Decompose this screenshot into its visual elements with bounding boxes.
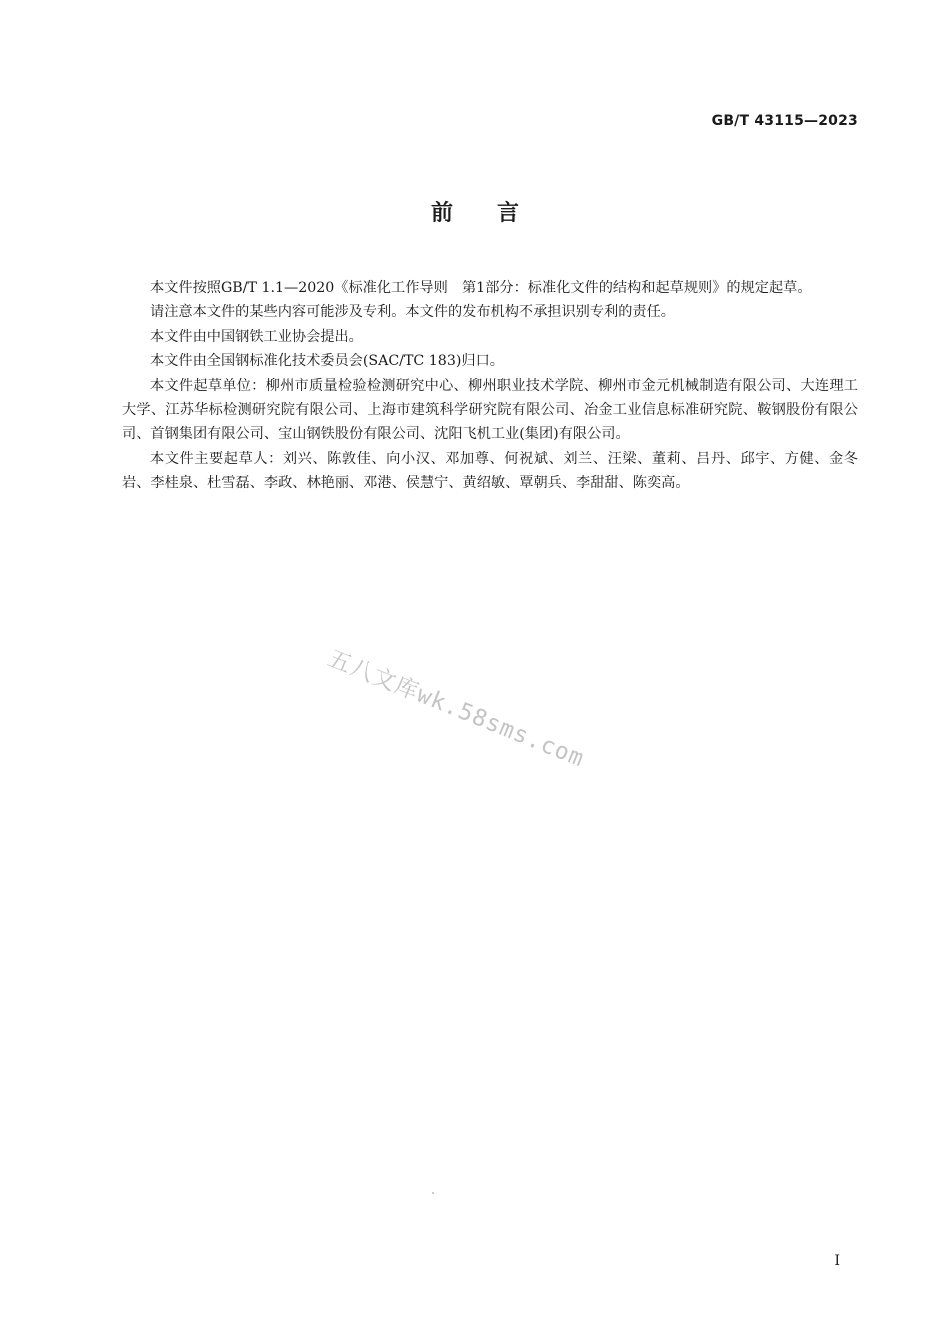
standard-code: GB/T 43115—2023	[711, 113, 858, 129]
paragraph-main-drafters: 本文件主要起草人：刘兴、陈敦佳、向小汉、邓加尊、何祝斌、刘兰、汪梁、董莉、吕丹、邱宇、方健、金冬岩、李桂泉、杜雪磊、李政、林艳丽、邓港、侯慧宁、黄绍敏、覃朝兵、李甜甜、陈奕高。	[122, 450, 858, 492]
paragraph-proposer: 本文件由中国钢铁工业协会提出。	[150, 328, 363, 345]
page-number: I	[834, 1253, 840, 1269]
paragraph-patent-notice: 请注意本文件的某些内容可能涉及专利。本文件的发布机构不承担识别专利的责任。	[150, 304, 675, 321]
watermark: 五八文库wk.58sms.com	[324, 645, 588, 773]
scan-dot	[432, 1192, 434, 1194]
paragraph-technical-committee: 本文件由全国钢标准化技术委员会(SAC/TC 183)归口。	[150, 353, 504, 370]
paragraph-drafting-units: 本文件起草单位：柳州市质量检验检测研究中心、柳州职业技术学院、柳州市金元机械制造有限公司、大连理工大学、江苏华标检测研究院有限公司、上海市建筑科学研究院有限公司、冶金工业信息标准研究院、鞍钢股份有限公司、首钢集团有限公司、宝山钢铁股份有限公司、沈阳飞机工业(集团)有限公司。	[122, 377, 858, 443]
document-body	[122, 276, 858, 496]
paragraph-drafting-rules: 本文件按照GB/T 1.1—2020《标准化工作导则 第1部分：标准化文件的结构和起草规则》的规定起草。	[150, 280, 812, 296]
page-title: 前言	[430, 201, 563, 226]
